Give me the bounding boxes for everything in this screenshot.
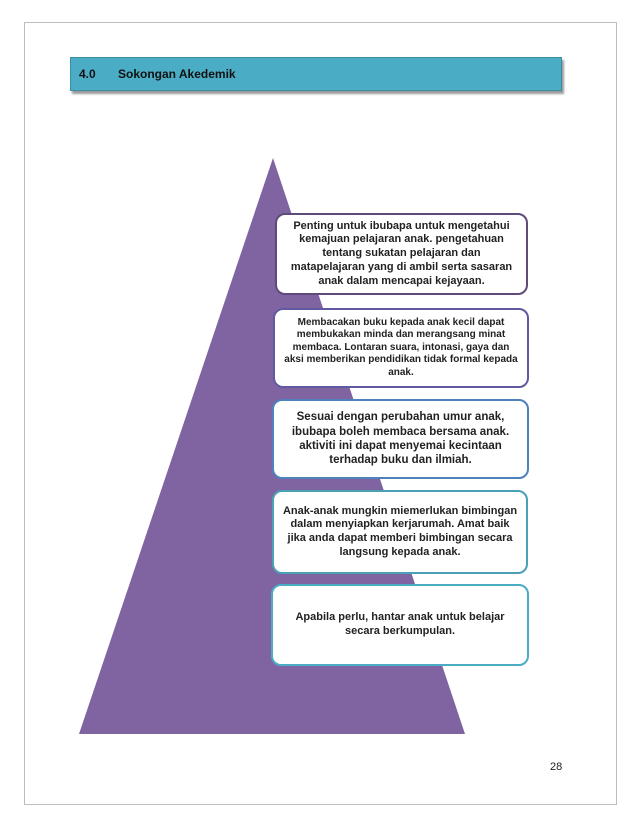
pyramid-item-5-text: Apabila perlu, hantar anak untuk belajar secara berkumpulan. <box>295 611 505 637</box>
section-title: Sokongan Akedemik <box>118 67 236 81</box>
pyramid-item-3-text: Sesuai dengan perubahan umur anak, ibubapa boleh membaca bersama anak. aktiviti ini dapat menyemai kecintaan terhadap buku dan ilmiah. <box>291 411 510 467</box>
pyramid-item-2-text: Membacakan buku kepada anak kecil dapat membukakan minda dan merangsang minat membaca. Lontaran suara, intonasi, gaya dan aksi memberikan pendidikan tidak formal kepada anak. <box>284 316 518 378</box>
pyramid-item-4-text: Anak-anak mungkin miemerlukan bimbingan dalam menyiapkan kerjarumah. Amat baik jika anda dapat memberi bimbingan secara langsung kepada anak. <box>282 504 518 558</box>
pyramid-item-3 <box>272 399 529 479</box>
pyramid-item-1 <box>275 213 528 295</box>
pyramid-item-2 <box>273 308 529 388</box>
pyramid-item-4 <box>272 490 528 574</box>
pyramid-item-1-text: Penting untuk ibubapa untuk mengetahui kemajuan pelajaran anak. pengetahuan tentang sukatan pelajaran dan matapelajaran yang di ambil serta sasaran anak dalam mencapai kejayaan. <box>290 219 513 287</box>
page-number: 28 <box>550 761 563 773</box>
section-number: 4.0 <box>79 67 96 81</box>
pyramid-item-5 <box>271 584 529 666</box>
